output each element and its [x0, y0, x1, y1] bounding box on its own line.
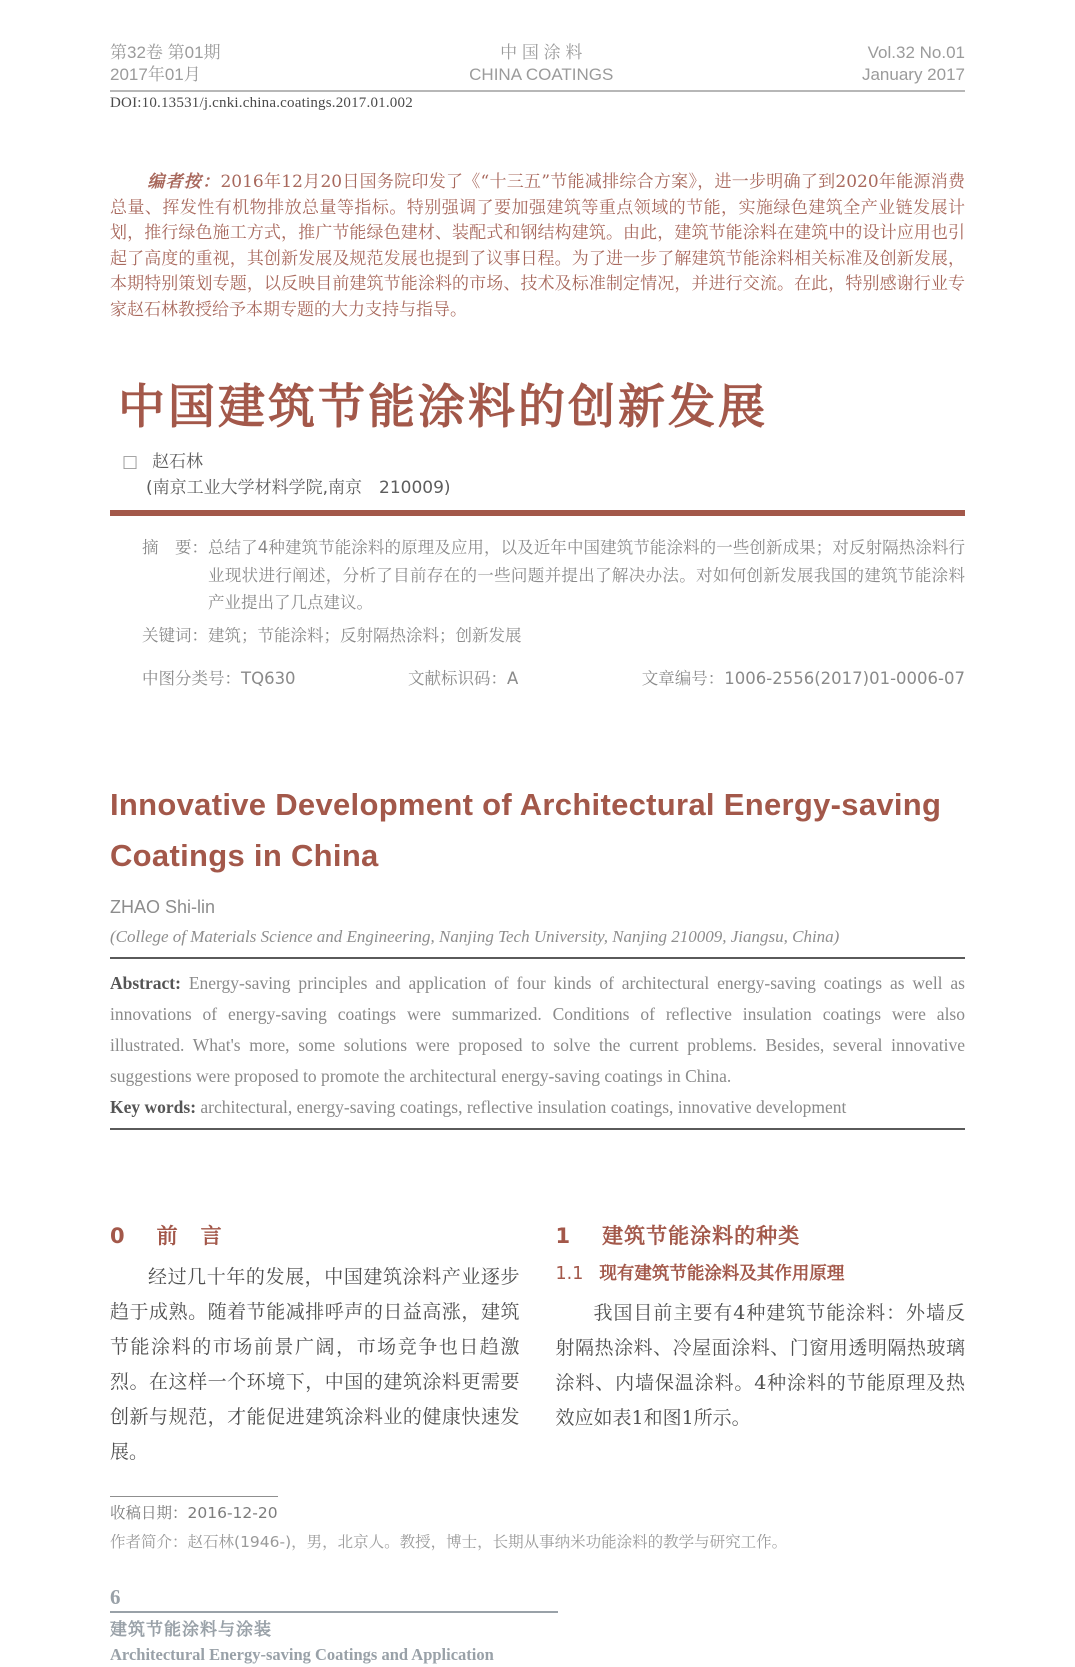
english-header-divider: [110, 957, 965, 959]
volume-issue-en: Vol.32 No.01: [867, 43, 965, 62]
section-0-heading: [110, 1222, 520, 1250]
section-1-title: 建筑节能涂料的种类: [602, 1223, 801, 1248]
abstract-en: [110, 968, 965, 1092]
bio-label: 作者简介：: [110, 1532, 188, 1551]
header-left: [110, 42, 221, 86]
doc-code: [408, 665, 642, 693]
classification-row: [142, 665, 965, 693]
affiliation-en: (College of Materials Science and Engineering, Nanjing Tech University, Nanjing 210009, Jiangsu, China): [110, 926, 840, 946]
bio-text: 赵石林(1946-)，男，北京人。教授，博士，长期从事纳米功能涂料的教学与研究工作。: [187, 1532, 788, 1551]
abstract-label-en: Abstract:: [110, 972, 181, 993]
footer-column-title-cn: 建筑节能涂料与涂装: [110, 1619, 272, 1640]
keywords-en: [110, 1092, 965, 1123]
abstract-block-cn: [110, 534, 965, 693]
header-right: [862, 42, 965, 86]
article-body: [110, 1222, 965, 1470]
footnote-divider: [110, 1496, 278, 1497]
section-0-paragraph: 经过几十年的发展，中国建筑涂料产业逐步趋于成熟。随着节能减排呼声的日益高涨，建筑节能涂料的市场前景广阔，市场竞争也日趋激烈。在这样一个环境下，中国的建筑涂料更需要创新与规范，才能促进建筑涂料业的健康快速发展。: [110, 1265, 520, 1463]
journal-name-en: CHINA COATINGS: [469, 65, 614, 84]
clc-value: TQ630: [241, 669, 296, 688]
date-cn: 2017年01月: [110, 65, 201, 84]
author-name-cn: 赵石林: [152, 452, 204, 472]
author-name-en: ZHAO Shi-lin: [110, 896, 216, 917]
keywords-text-cn: 建筑；节能涂料；反射隔热涂料；创新发展: [208, 625, 522, 645]
section-1-1-paragraph: 我国目前主要有4种建筑节能涂料：外墙反射隔热涂料、冷屋面涂料、门窗用透明隔热玻璃涂料、内墙保温涂料。4种涂料的节能原理及热效应如表1和图1所示。: [555, 1301, 965, 1429]
article-id-label: 文章编号：: [641, 669, 725, 688]
abstract-text-en: Energy-saving principles and application of four kinds of architectural energy-saving coatings as well as innovations of energy-saving coatings were summarized. Conditions of reflective insulation coatings were also illustrated. What's more, some solutions were proposed to solve the current problems. Besides, several innovative suggestions were proposed to promote the architectural energy-saving coatings in China.: [110, 972, 965, 1086]
article-id-value: 1006-2556(2017)01-0006-07: [724, 669, 965, 688]
abstract-bottom-divider: [110, 1128, 965, 1130]
received-date: [110, 1501, 965, 1526]
abstract-row-cn: [142, 534, 965, 617]
doc-code-label: 文献标识码：: [408, 669, 508, 688]
keywords-text-en: architectural, energy-saving coatings, reflective insulation coatings, innovative development: [196, 1096, 847, 1117]
page-number: 6: [110, 1584, 121, 1609]
author-marker-icon: □: [122, 452, 139, 472]
section-1-1-title: 现有建筑节能涂料及其作用原理: [599, 1263, 845, 1284]
abstract-label-cn: 摘 要：: [142, 538, 208, 557]
keywords-label-cn: 关键词：: [142, 625, 208, 645]
section-0-number: 0: [110, 1223, 135, 1248]
article-title-en: Innovative Development of Architectural Energy-saving Coatings in China: [110, 786, 942, 873]
column-left: [110, 1222, 520, 1470]
author-bio: [110, 1530, 965, 1555]
article-title-cn: 中国建筑节能涂料的创新发展: [118, 380, 768, 435]
author-row: [122, 449, 965, 475]
footer-divider: [110, 1611, 558, 1613]
editor-note-text: 2016年12月20日国务院印发了《“十三五”节能减排综合方案》，进一步明确了到2020年能源消费总量、挥发性有机物排放总量等指标。特别强调了要加强建筑等重点领域的节能，实施绿色建筑全产业链发展计划，推行绿色施工方式，推广节能绿色建材、装配式和钢结构建筑。由此，建筑节能涂料在建筑中的设计应用也引起了高度的重视，其创新发展及规范发展也提到了议事日程。为了进一步了解建筑节能涂料相关标准及创新发展，本期特别策划专题，以反映目前建筑节能涂料的市场、技术及标准制定情况，并进行交流。在此，特别感谢行业专家赵石林教授给予本期专题的大力支持与指导。: [110, 172, 966, 320]
affiliation-cn: (南京工业大学材料学院,南京 210009): [146, 478, 451, 498]
editor-note-label: 编者按：: [147, 172, 221, 192]
footer-column-title-en: Architectural Energy-saving Coatings and Application: [110, 1644, 494, 1664]
clc-number: [142, 665, 408, 693]
header-divider: [110, 90, 965, 92]
abstract-text-cn: 总结了4种建筑节能涂料的原理及应用，以及近年中国建筑节能涂料的一些创新成果；对反射隔热涂料行业现状进行阐述，分析了目前存在的一些问题并提出了解决办法。对如何创新发展我国的建筑节能涂料产业提出了几点建议。: [208, 538, 965, 612]
section-1-heading: [556, 1222, 966, 1250]
title-divider: [110, 510, 965, 516]
section-1-1-heading: [556, 1262, 966, 1286]
section-1-number: 1: [555, 1223, 581, 1248]
date-en: January 2017: [861, 65, 965, 84]
keywords-label-en: Key words:: [110, 1096, 197, 1117]
header-center: [469, 42, 613, 86]
doi: DOI:10.13531/j.cnki.china.coatings.2017.01.002: [110, 95, 413, 111]
journal-name-cn: 中 国 涂 料: [500, 43, 583, 62]
volume-issue-cn: 第32卷 第01期: [110, 43, 221, 62]
received-label: 收稿日期：: [110, 1503, 188, 1522]
article-id: [642, 665, 965, 693]
clc-label: 中图分类号：: [142, 669, 241, 688]
page-footer: [110, 1585, 965, 1667]
editor-note: [110, 170, 965, 323]
section-1-1-number: 1.1: [555, 1263, 584, 1284]
column-right: [556, 1222, 966, 1470]
journal-header: [110, 42, 965, 86]
doc-code-value: A: [507, 669, 519, 688]
received-value: 2016-12-20: [187, 1503, 278, 1522]
section-0-title: 前 言: [156, 1223, 223, 1248]
keywords-row-cn: [142, 622, 965, 650]
